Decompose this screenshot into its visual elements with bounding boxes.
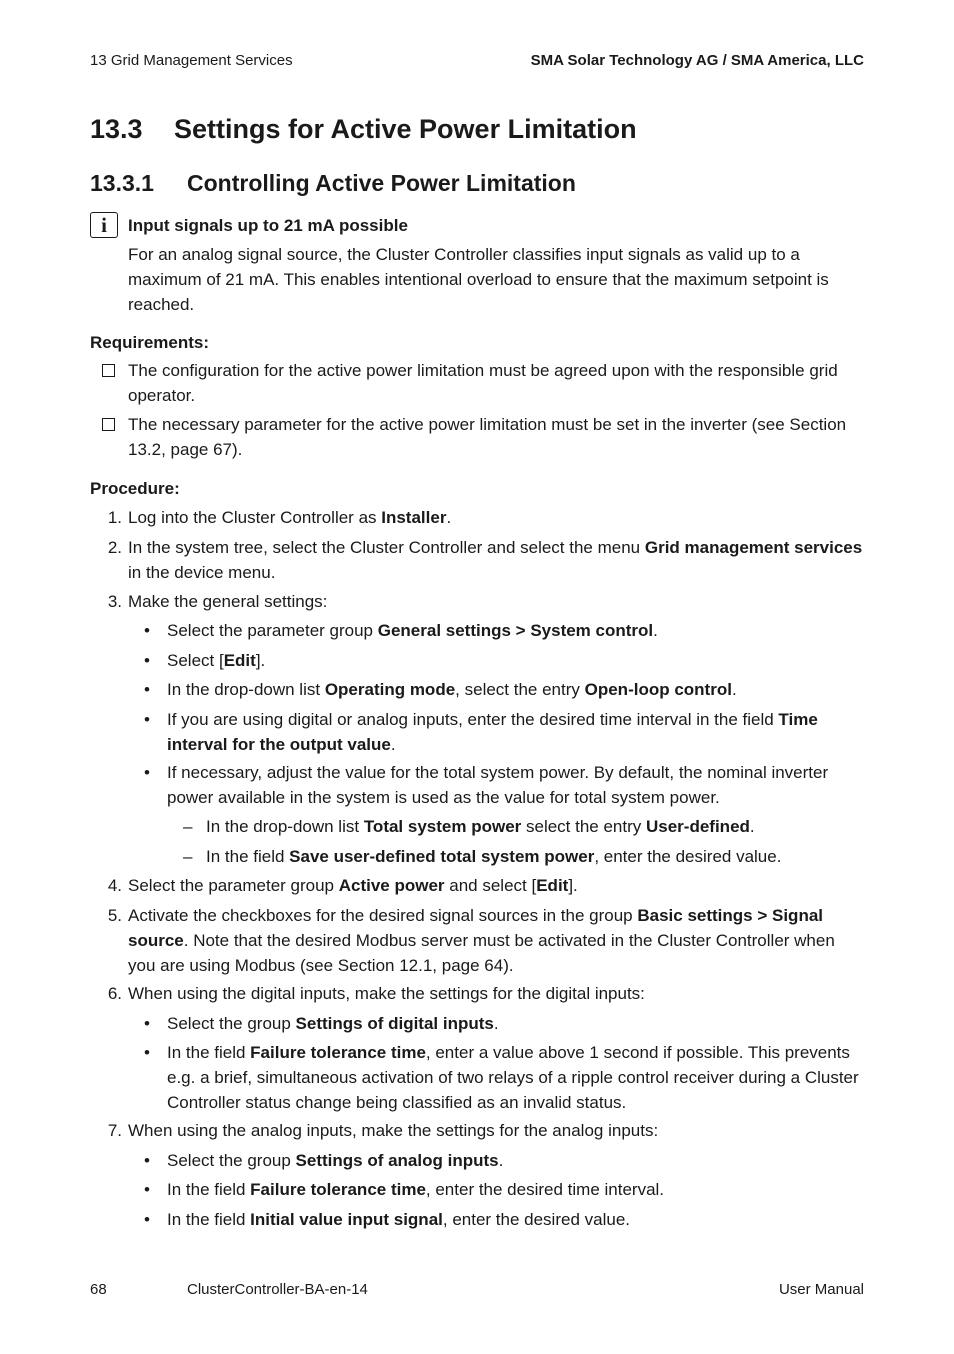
section-number: 13.3 xyxy=(90,114,143,144)
header-company: SMA Solar Technology AG / SMA America, LLC xyxy=(530,52,864,69)
bullet-marker: • xyxy=(144,1014,150,1033)
step-number: 2. xyxy=(107,538,122,557)
step-3-bullet: In the drop-down list Operating mode, select the entry Open-loop control. xyxy=(167,680,737,699)
step-7-bullet: Select the group Settings of analog inputs. xyxy=(167,1151,504,1170)
bullet-marker: • xyxy=(144,1180,150,1199)
subsection-heading xyxy=(90,170,576,197)
step-6-bullet: In the field Failure tolerance time, enter a value above 1 second if possible. This prevents e.g. a brief, simultaneous activation of two relays of a ripple control receiver during a Cluster Controller status change being classified as an invalid status. xyxy=(167,1043,859,1112)
step-7-bullet: In the field Initial value input signal, enter the desired value. xyxy=(167,1210,630,1229)
step-3-bullet: If you are using digital or analog inputs, enter the desired time interval in the field Time interval for the output value. xyxy=(167,710,818,754)
document-type: User Manual xyxy=(778,1281,864,1298)
step-3-bullet: Select the parameter group General settings > System control. xyxy=(167,621,658,640)
subsection-title: Controlling Active Power Limitation xyxy=(187,170,576,196)
requirement-item: The configuration for the active power limitation must be agreed upon with the responsible grid operator. xyxy=(128,361,838,405)
step-3-bullet: If necessary, adjust the value for the total system power. By default, the nominal inverter power available in the system is used as the value for total system power. xyxy=(167,763,829,807)
step-6: When using the digital inputs, make the settings for the digital inputs: xyxy=(128,984,645,1003)
requirement-item: The necessary parameter for the active power limitation must be set in the inverter (see Section 13.2, page 67). xyxy=(128,415,847,459)
document-id: ClusterController-BA-en-14 xyxy=(187,1281,368,1298)
step-number: 7. xyxy=(107,1121,122,1140)
requirements-label: Requirements: xyxy=(90,333,210,352)
info-title: Input signals up to 21 mA possible xyxy=(128,216,408,235)
bullet-marker: • xyxy=(144,1210,150,1229)
step-number: 1. xyxy=(107,508,122,527)
step-number: 3. xyxy=(107,592,122,611)
bullet-marker: • xyxy=(144,763,150,782)
dash-marker: – xyxy=(183,847,193,866)
bullet-marker: • xyxy=(144,621,150,640)
page-number: 68 xyxy=(90,1281,107,1298)
step-3-subitem: In the field Save user-defined total system power, enter the desired value. xyxy=(206,847,782,866)
procedure-label: Procedure: xyxy=(90,479,180,498)
bullet-marker: • xyxy=(144,710,150,729)
bullet-marker: • xyxy=(144,1151,150,1170)
step-1: Log into the Cluster Controller as Installer. xyxy=(128,508,452,527)
step-4: Select the parameter group Active power and select [Edit]. xyxy=(128,876,578,895)
step-number: 4. xyxy=(107,876,122,895)
bullet-marker: • xyxy=(144,680,150,699)
dash-marker: – xyxy=(183,817,193,836)
step-6-bullet: Select the group Settings of digital inputs. xyxy=(167,1014,499,1033)
step-5: Activate the checkboxes for the desired signal sources in the group Basic settings > Signal source. Note that the desired Modbus server must be activated in the Cluster Controller when you are using Modbus (see Section 12.1, page 64). xyxy=(128,906,835,975)
checkbox-icon xyxy=(102,364,115,377)
step-number: 6. xyxy=(107,984,122,1003)
checkbox-icon xyxy=(102,418,115,431)
info-icon: i xyxy=(90,212,118,238)
step-2: In the system tree, select the Cluster Controller and select the menu Grid management services in the device menu. xyxy=(128,538,863,582)
header-chapter: 13 Grid Management Services xyxy=(90,52,293,69)
step-7-bullet: In the field Failure tolerance time, enter the desired time interval. xyxy=(167,1180,665,1199)
step-3-subitem: In the drop-down list Total system power select the entry User-defined. xyxy=(206,817,755,836)
bullet-marker: • xyxy=(144,651,150,670)
step-3: Make the general settings: xyxy=(128,592,328,611)
subsection-number: 13.3.1 xyxy=(90,170,154,196)
info-text: For an analog signal source, the Cluster Controller classifies input signals as valid up to a maximum of 21 mA. This enables intentional overload to ensure that the maximum setpoint is reached. xyxy=(128,245,829,314)
bullet-marker: • xyxy=(144,1043,150,1062)
step-3-bullet: Select [Edit]. xyxy=(167,651,266,670)
step-number: 5. xyxy=(107,906,122,925)
section-heading xyxy=(90,114,637,145)
step-7: When using the analog inputs, make the settings for the analog inputs: xyxy=(128,1121,659,1140)
section-title: Settings for Active Power Limitation xyxy=(174,114,637,144)
